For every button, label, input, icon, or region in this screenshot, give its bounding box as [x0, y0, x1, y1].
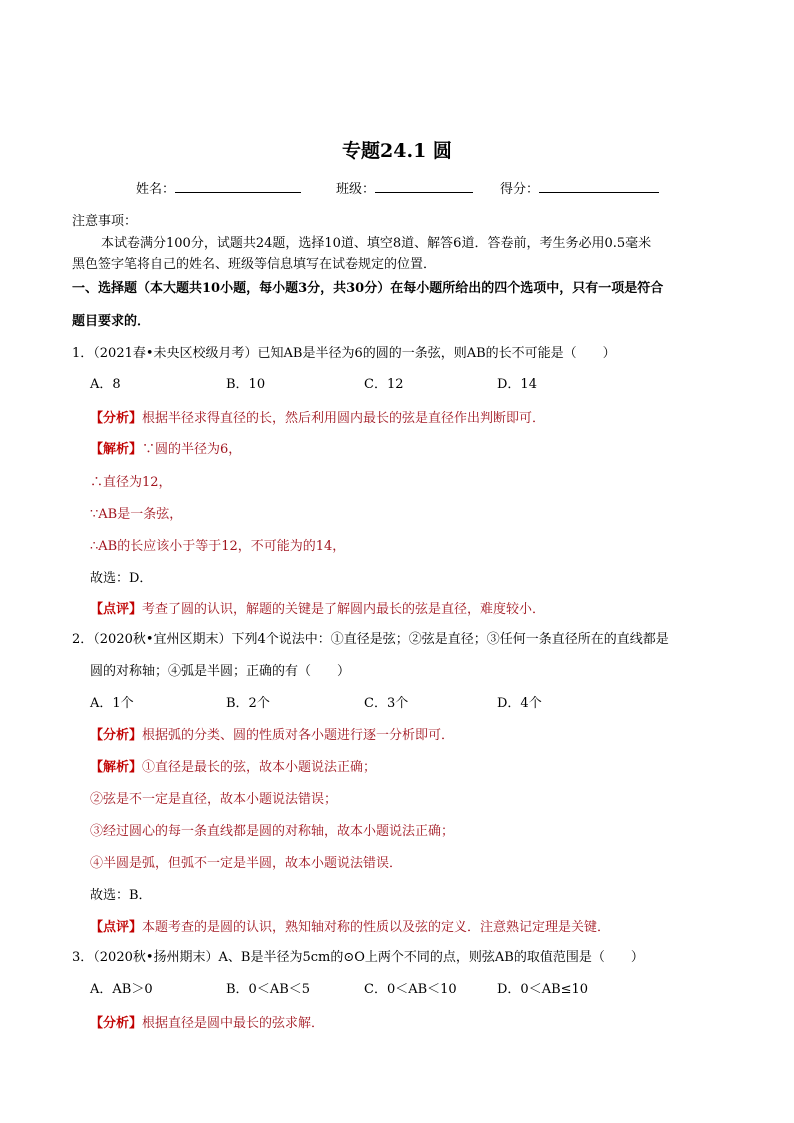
q2-analysis-text: 根据弧的分类、圆的性质对各小题进行逐一分析即可． — [142, 728, 455, 743]
q1-solution-text-1: ∵圆的半径为6， — [142, 442, 242, 457]
q1-option-d: D．14 — [497, 377, 537, 392]
q1-option-a: A．8 — [90, 377, 121, 392]
q2-solution-2: ②弦是不一定是直径，故本小题说法错误； — [90, 792, 338, 807]
section-heading-line-2: 题目要求的． — [72, 314, 151, 329]
name-field — [136, 178, 301, 197]
q2-analysis — [90, 724, 454, 743]
q3-option-d: D．0＜AB≤10 — [497, 982, 589, 997]
page-title: 专题24.1 圆 — [342, 140, 452, 162]
section-heading-line-1: 一、选择题（本大题共10小题，每小题3分，共30分）在每小题所给出的四个选项中，只有一项是符合 — [72, 281, 664, 296]
q2-comment — [90, 916, 610, 935]
q2-option-b: B．2个 — [226, 696, 270, 711]
score-label: 得分： — [500, 182, 540, 197]
name-blank — [175, 180, 301, 193]
q3-option-c: C．0＜AB＜10 — [364, 982, 457, 997]
class-field — [336, 178, 473, 197]
q3-analysis-text: 根据直径是圆中最长的弦求解． — [142, 1016, 325, 1031]
q2-analysis-tag: 【分析】 — [90, 728, 143, 743]
q3-stem: 3．（2020秋•扬州期末）A、B是半径为5cm的⊙O上两个不同的点，则弦AB的取值范围是（ ） — [72, 950, 644, 965]
q2-comment-text: 本题考查的是圆的认识，熟知轴对称的性质以及弦的定义．注意熟记定理是关键． — [142, 920, 611, 935]
q1-solution-3: ∵AB是一条弦， — [90, 507, 183, 522]
q1-solution-tag: 【解析】 — [90, 442, 143, 457]
q2-comment-tag: 【点评】 — [90, 920, 143, 935]
q2-solution-4: ④半圆是弧，但弧不一定是半圆，故本小题说法错误． — [90, 856, 403, 871]
q2-solution-tag: 【解析】 — [90, 760, 143, 775]
score-blank — [539, 180, 659, 193]
q1-comment — [90, 598, 545, 617]
q2-answer: 故选：B． — [90, 888, 152, 903]
q3-option-b: B．0＜AB＜5 — [226, 982, 311, 997]
class-blank — [375, 180, 473, 193]
notes-line-2: 黑色签字笔将自己的姓名、班级等信息填写在试卷规定的位置． — [72, 257, 437, 272]
q2-solution-text-1: ①直径是最长的弦，故本小题说法正确； — [142, 760, 377, 775]
q2-option-a: A．1个 — [90, 696, 134, 711]
q1-analysis-tag: 【分析】 — [90, 411, 143, 426]
q2-stem-1: 2．（2020秋•宜州区期末）下列4个说法中：①直径是弦；②弦是直径；③任何一条直径所在的直线都是 — [72, 632, 669, 647]
q2-solution-1 — [90, 756, 376, 775]
q3-analysis — [90, 1012, 324, 1031]
class-label: 班级： — [336, 182, 376, 197]
score-field — [500, 178, 659, 197]
q1-solution-2: ∴直径为12， — [90, 475, 172, 490]
q1-option-b: B．10 — [226, 377, 266, 392]
q1-analysis — [90, 407, 545, 426]
q1-solution-4: ∴AB的长应该小于等于12，不可能为的14， — [90, 539, 346, 554]
q2-option-d: D．4个 — [497, 696, 542, 711]
q2-option-c: C．3个 — [364, 696, 409, 711]
name-label: 姓名： — [136, 182, 176, 197]
q1-comment-tag: 【点评】 — [90, 602, 143, 617]
q1-comment-text: 考查了圆的认识，解题的关键是了解圆内最长的弦是直径，难度较小． — [142, 602, 546, 617]
q3-option-a: A．AB＞0 — [90, 982, 153, 997]
q1-stem: 1．（2021春•未央区校级月考）已知AB是半径为6的圆的一条弦，则AB的长不可能是（ ） — [72, 346, 616, 361]
q1-analysis-text: 根据半径求得直径的长，然后利用圆内最长的弦是直径作出判断即可． — [142, 411, 546, 426]
notes-heading: 注意事项： — [72, 214, 138, 229]
q1-answer: 故选：D． — [90, 571, 153, 586]
notes-line-1: 本试卷满分100分，试题共24题，选择10道、填空8道、解答6道．答卷前，考生务必用0.5毫米 — [101, 236, 652, 251]
q2-stem-2: 圆的对称轴；④弧是半圆；正确的有（ ） — [90, 664, 351, 679]
q1-option-c: C．12 — [364, 377, 404, 392]
q3-analysis-tag: 【分析】 — [90, 1016, 143, 1031]
q2-solution-3: ③经过圆心的每一条直线都是圆的对称轴，故本小题说法正确； — [90, 824, 455, 839]
q1-solution-1 — [90, 438, 241, 457]
